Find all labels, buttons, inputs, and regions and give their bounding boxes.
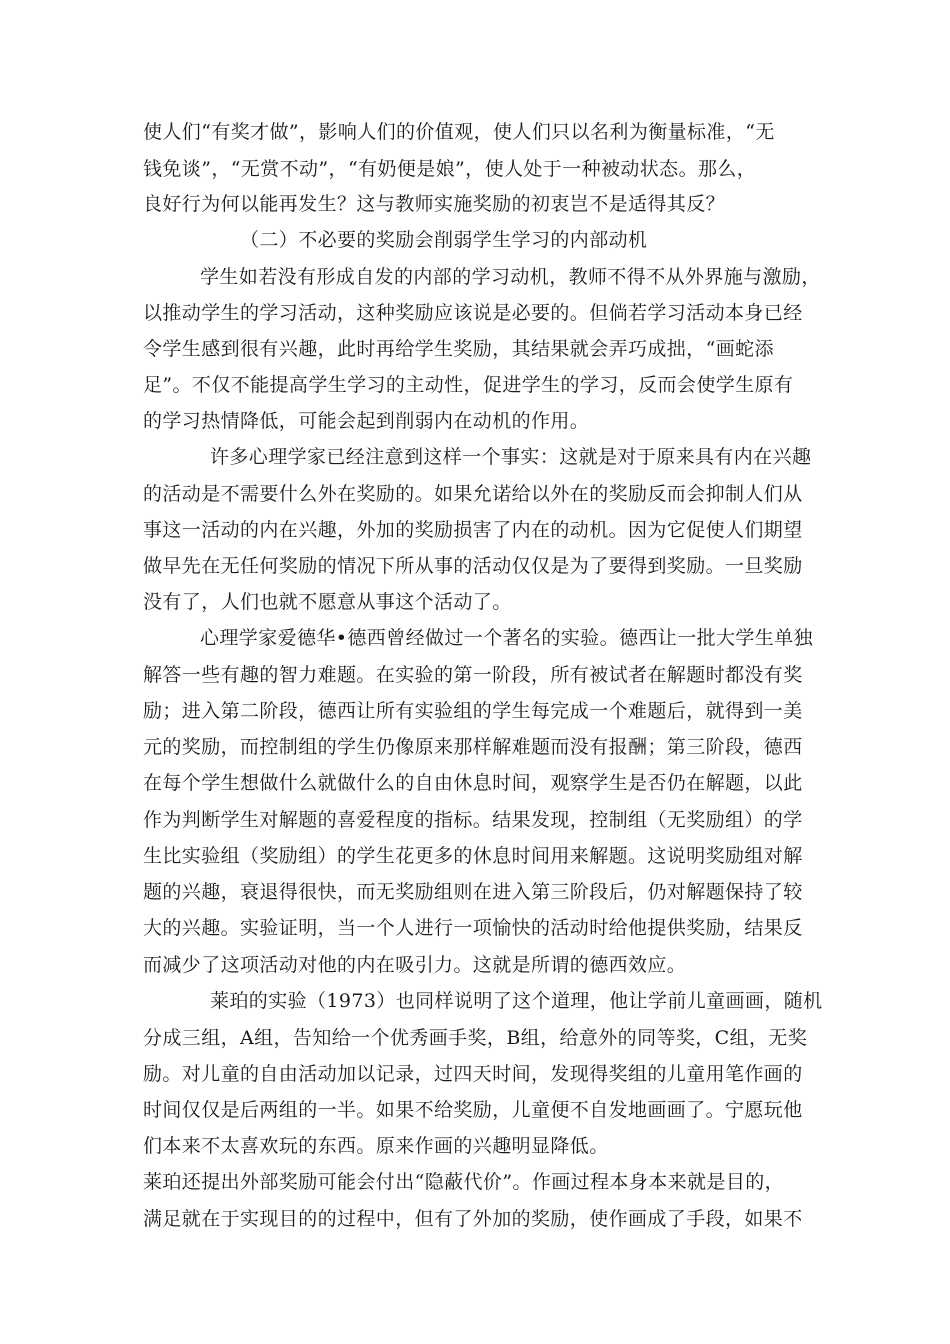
text-line: 时间仅仅是后两组的一半。如果不给奖励，儿童便不自发地画画了。宁愿玩他 (143, 1099, 803, 1121)
text-line: 们本来不太喜欢玩的东西。原来作画的兴趣明显降低。 (143, 1135, 609, 1157)
section-heading: （二）不必要的奖励会削弱学生学习的内部动机 (240, 229, 648, 251)
text-line: 事这一活动的内在兴趣，外加的奖励损害了内在的动机。因为它促使人们期望 (143, 519, 803, 541)
text-line: 题的兴趣，衰退得很快，而无奖励组则在进入第三阶段后，仍对解题保持了较 (143, 881, 803, 903)
text-line: 大的兴趣。实验证明，当一个人进行一项愉快的活动时给他提供奖励，结果反 (143, 917, 803, 939)
text-line: 满足就在于实现目的的过程中，但有了外加的奖励，使作画成了手段，如果不 (143, 1208, 803, 1230)
text-line: 元的奖励，而控制组的学生仍像原来那样解难题而没有报酬；第三阶段，德西 (143, 736, 803, 758)
text-line: 许多心理学家已经注意到这样一个事实：这就是对于原来具有内在兴趣 (210, 446, 812, 468)
text-line: 良好行为何以能再发生？这与教师实施奖励的初衷岂不是适得其反？ (143, 193, 726, 215)
text-line: 的活动是不需要什么外在奖励的。如果允诺给以外在的奖励反而会抑制人们从 (143, 483, 803, 505)
text-line: 解答一些有趣的智力难题。在实验的第一阶段，所有被试者在解题时都没有奖 (143, 664, 803, 686)
text-line: 的学习热情降低，可能会起到削弱内在动机的作用。 (143, 410, 590, 432)
text-line: 励。对儿童的自由活动加以记录，过四天时间，发现得奖组的儿童用笔作画的 (143, 1063, 803, 1085)
text-line: 莱珀的实验（1973）也同样说明了这个道理，他让学前儿童画画，随机 (210, 990, 823, 1012)
text-line: 没有了，人们也就不愿意从事这个活动了。 (143, 591, 512, 613)
text-line: 以推动学生的学习活动，这种奖励应该说是必要的。但倘若学习活动本身已经 (143, 302, 803, 324)
text-line: 作为判断学生对解题的喜爱程度的指标。结果发现，控制组（无奖励组）的学 (143, 809, 803, 831)
text-line: 莱珀还提出外部奖励可能会付出“隐蔽代价”。作画过程本身本来就是目的， (143, 1171, 785, 1193)
text-line: 生比实验组（奖励组）的学生花更多的休息时间用来解题。这说明奖励组对解 (143, 845, 803, 867)
text-line: 令学生感到很有兴趣，此时再给学生奖励，其结果就会弄巧成拙，“画蛇添 (143, 338, 774, 360)
text-line: 而减少了这项活动对他的内在吸引力。这就是所谓的德西效应。 (143, 954, 687, 976)
text-line: 钱免谈”，“无赏不动”，“有奶便是娘”，使人处于一种被动状态。那么， (143, 158, 757, 180)
text-line: 在每个学生想做什么就做什么的自由休息时间，观察学生是否仍在解题，以此 (143, 772, 803, 794)
text-line: 心理学家爱德华•德西曾经做过一个著名的实验。德西让一批大学生单独 (200, 627, 814, 649)
text-line: 做早先在无任何奖励的情况下所从事的活动仅仅是为了要得到奖励。一旦奖励 (143, 555, 803, 577)
text-line: 学生如若没有形成自发的内部的学习动机，教师不得不从外界施与激励， (200, 266, 821, 288)
text-line: 励；进入第二阶段，德西让所有实验组的学生每完成一个难题后，就得到一美 (143, 700, 803, 722)
text-line: 使人们“有奖才做”，影响人们的价值观，使人们只以名利为衡量标准，“无 (143, 121, 775, 143)
text-line: 足”。不仅不能提高学生学习的主动性，促进学生的学习，反而会使学生原有 (143, 374, 794, 396)
text-line: 分成三组，A组，告知给一个优秀画手奖，B组，给意外的同等奖，C组，无奖 (143, 1027, 808, 1049)
